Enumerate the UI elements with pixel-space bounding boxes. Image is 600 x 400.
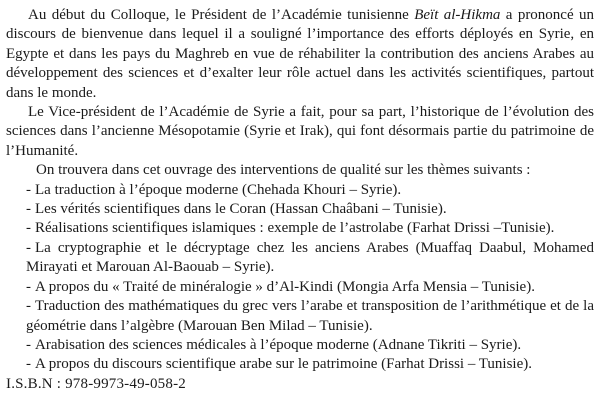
list-dash: - <box>26 201 31 218</box>
list-item-text: Réalisations scientifiques islamiques : exemple de l’astrolabe (Farhat Drissi –Tunisie). <box>35 220 555 237</box>
list-item <box>6 297 594 336</box>
paragraph-opening-text-end: a prononcé un discours de bienvenue dans lequel il a souligné l’importance des efforts déployés en Syrie, en Egypte et dans les pays du Maghreb en vue de réhabiliter la contribution des anciens Arabes au développement des sciences et d’exalter leur rôle actuel dans les activités scientifiques, partout dans le monde. <box>6 7 594 101</box>
list-item-text: A propos du discours scientifique arabe sur le patrimoine (Farhat Drissi – Tunisie). <box>35 356 533 373</box>
list-item <box>6 278 594 297</box>
list-dash: - <box>26 181 31 198</box>
paragraph-opening-text-start: Au début du Colloque, le Président de l’Académie tunisienne <box>28 7 415 23</box>
paragraph-vice-president: Le Vice-président de l’Académie de Syrie a fait, pour sa part, l’historique de l’évolution des sciences dans l’ancienne Mésopotamie (Syrie et Irak), qui font désormais partie du patrimoine de l’Humanité. <box>6 104 594 159</box>
list-item-text: La traduction à l’époque moderne (Chehada Khouri – Syrie). <box>35 181 402 198</box>
list-item <box>6 239 594 278</box>
list-dash: - <box>26 239 31 256</box>
paragraph-opening <box>6 6 594 103</box>
themes-intro: On trouvera dans cet ouvrage des interventions de qualité sur les thèmes suivants : <box>36 162 531 179</box>
isbn-line: I.S.B.N : 978-9973-49-058-2 <box>6 375 186 392</box>
list-item <box>6 355 594 374</box>
list-item-text: La cryptographie et le décryptage chez les anciens Arabes (Muaffaq Daabul, Mohamed Mirayati et Marouan Al-Baouab – Syrie). <box>26 239 594 276</box>
document-page <box>6 6 594 394</box>
list-item <box>6 181 594 200</box>
themes-list <box>6 181 594 375</box>
list-dash: - <box>26 298 31 315</box>
list-item-text: Traduction des mathématiques du grec vers l’arabe et transposition de l’arithmétique et de la géométrie dans l’algèbre (Marouan Ben Milad – Tunisie). <box>26 298 594 334</box>
list-dash: - <box>26 356 31 373</box>
academy-name: Beït al-Hikma <box>414 7 501 23</box>
list-item-text: Les vérités scientifiques dans le Coran (Hassan Chaâbani – Tunisie). <box>35 201 447 218</box>
list-dash: - <box>26 220 31 237</box>
list-item <box>6 219 594 238</box>
list-item-text: Arabisation des sciences médicales à l’époque moderne (Adnane Tikriti – Syrie). <box>35 336 522 353</box>
list-item-text: A propos du « Traité de minéralogie » d’Al-Kindi (Mongia Arfa Mensia – Tunisie). <box>35 278 535 295</box>
list-dash: - <box>26 278 31 295</box>
list-item <box>6 200 594 219</box>
list-item <box>6 336 594 355</box>
list-dash: - <box>26 336 31 353</box>
